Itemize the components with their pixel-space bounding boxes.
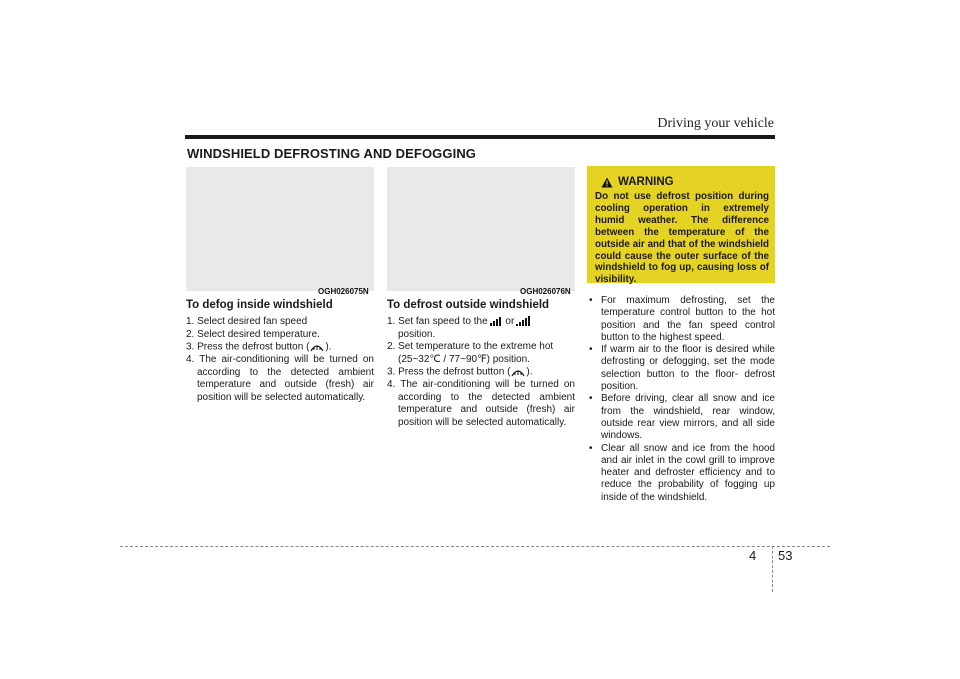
section-title: WINDSHIELD DEFROSTING AND DEFOGGING xyxy=(187,146,477,161)
defrost-icon xyxy=(309,341,325,353)
defrost-step-3-close: ). xyxy=(526,366,533,378)
defrost-step-3-text: 3. Press the defrost button ( xyxy=(387,366,511,378)
photo-id-1: OGH026075N xyxy=(318,287,369,296)
running-header: Driving your vehicle xyxy=(657,116,774,131)
defrost-step-1-position: position. xyxy=(398,328,436,340)
warning-triangle-icon xyxy=(601,177,613,188)
footer-divider xyxy=(772,546,773,592)
tip-item: • For maximum defrosting, set the temperature control button to the hot position and the fan speed control button to the highest speed. xyxy=(589,295,775,344)
defrost-step-2: 2. Set temperature to the extreme hot (25~32℃ / 77~90℉) position. xyxy=(387,341,554,365)
defog-step-2: 2. Select desired temperature. xyxy=(186,328,320,340)
tip-item: • Before driving, clear all snow and ice from the windshield, rear window, outside rear view mirrors, and all side windows. xyxy=(589,393,775,442)
defrost-step-1-or: or xyxy=(505,316,515,327)
tip-item: • If warm air to the floor is desired while defrosting or defogging, set the mode selection button to the floor- defrost position. xyxy=(589,344,775,393)
defog-photo xyxy=(186,167,374,291)
defog-step-1: 1. Select desired fan speed xyxy=(186,316,308,327)
defrost-step-4: 4. The air-conditioning will be turned on according to the detected ambient temperature and outside (fresh) air position will be selected automatically. xyxy=(387,379,575,428)
defrost-step-1-text: 1. Set fan speed to the xyxy=(387,316,488,327)
defog-step-3 xyxy=(186,341,374,354)
page-number: 53 xyxy=(778,548,793,563)
defog-step-4: 4. The air-conditioning will be turned on according to the detected ambient temperature and outside (fresh) air position will be selected automatically. xyxy=(186,354,374,403)
defog-step-3-close: ). xyxy=(325,341,332,353)
defrost-icon xyxy=(510,366,526,378)
fan-speed-max-icon xyxy=(516,316,530,326)
tips-list xyxy=(589,295,775,504)
warning-title: WARNING xyxy=(618,176,674,188)
defrost-steps xyxy=(387,316,575,429)
photo-id-2: OGH026076N xyxy=(520,287,571,296)
chapter-number: 4 xyxy=(749,548,757,563)
defrost-step-3 xyxy=(387,366,575,379)
defrost-title: To defrost outside windshield xyxy=(387,299,550,311)
defog-title: To defog inside windshield xyxy=(186,299,333,311)
warning-text: Do not use defrost position during cooling operation in extremely humid weather. The difference between the temperature of the outside air and that of the windshield could cause the outer surface of the windshield to fog up, causing loss of visibility. xyxy=(595,191,769,286)
footer-rule xyxy=(120,546,830,547)
defog-steps xyxy=(186,316,374,404)
defrost-step-1 xyxy=(387,316,575,341)
defog-step-3-text: 3. Press the defrost button ( xyxy=(186,341,310,353)
header-rule xyxy=(185,135,775,139)
fan-speed-high-icon xyxy=(490,316,501,326)
defrost-photo xyxy=(387,167,575,291)
warning-box xyxy=(587,166,775,286)
tip-item: • Clear all snow and ice from the hood and air inlet in the cowl grill to improve heater and defroster efficiency and to reduce the probability of fogging up inside of the windshield. xyxy=(589,443,775,504)
warning-header xyxy=(601,176,674,188)
